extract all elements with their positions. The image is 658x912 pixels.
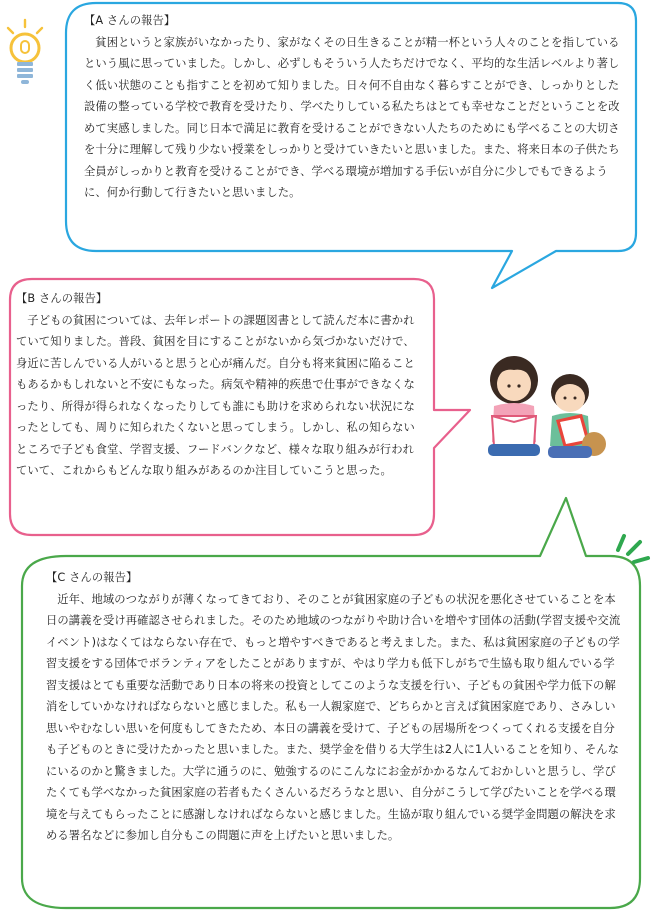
children-reading-illustration [478, 346, 610, 464]
report-b-body: 子どもの貧困については、去年レポートの課題図書として読んだ本に書かれていて知りました。普段、貧困を目にすることがないから気づかないだけで、身近に苦しんでいる人がいると思うと心が痛んだ。自分も将来貧困に陥ることもあるかもしれないと不安にもなった。病気や精神的疾患で仕事ができなくなったり、所得が得られなくなったりしても誰にも助けを求められない状況になったとしても、周りに知られたくないと思ってしまう。しかし、私の知らないところで子ども食堂、学習支援、フードバンクなど、様々な取り組みが行われていて、これからもどんな取り組みがあるのか注目していこうと思った。 [16, 313, 415, 477]
report-a [84, 10, 630, 204]
report-a-title: 【A さんの報告】 [84, 14, 176, 27]
report-c-body: 近年、地域のつながりが薄くなってきており、そのことが貧困家庭の子どもの状況を悪化させていることを本日の講義を受け再確認させられました。そのため地域のつながりや助け合いを増やす団体の活動(学習支援や交流イベント)はなくてはならない存在で、もっと増やすべきであると考えました。また、私は貧困家庭の子どもの学習支援をする団体でボランティアをしたことがありますが、やはり学力も低下しがちで生協も取り組んでいる学習支援はとても重要な活動であり日本の将来の投資としてこのような支援を行い、子どもの貧困や学力低下の解消をしていかなければならないと感じました。私も一人親家庭で、どちらかと言えば貧困家庭であり、さみしい思いやむなしい思いを何度もしてきたため、本日の講義を受けて、子どもの居場所をつくってくれる支援を自分も子どものときに受けたかったと思いました。また、奨学金を借りる大学生は2人に1人いることを知り、そんなにいるのかと驚きました。大学に通うのに、勉強するのにこんなにお金がかかるなんておかしいと思うし、学びたくても学べなかった貧困家庭の若者もたくさんいるだろうなと思い、自分がこうして学びたいことを学べる環境を与えてもらったことに感謝しなければならないと感じました。生協が取り組んでいる奨学金問題の解決を求める署名などに参加し自分もこの問題に声を上げたいと思いました。 [46, 592, 621, 842]
report-a-body: 貧困というと家族がいなかったり、家がなくその日生きることが精一杯という人々のことを指しているという風に思っていました。しかし、必ずしもそういう人たちだけでなく、平均的な生活レベルより著しく低い状態のことも指すことを初めて知りました。日々何不自由なく暮らすことができ、しっかりとした設備の整っている学校で教育を受けたり、学べたりしている私たちはとても幸せなことだということを改めて実感しました。同じ日本で満足に教育を受けることができない人たちのためにも学べることの大切さを十分に理解して残り少ない授業をしっかりと受けていきたいと思いました。また、将来日本の子供たち全員がしっかりと教育を受けることができ、学べる環境が増加する手伝いが自分に少しでもできるように、何か行動して行きたいと思いました。 [84, 35, 620, 199]
report-c-title: 【C さんの報告】 [46, 571, 138, 584]
report-b [16, 288, 418, 482]
report-c [46, 567, 624, 847]
report-b-title: 【B さんの報告】 [16, 292, 108, 305]
lightbulb-icon [2, 18, 48, 90]
boy-reading-figure [548, 374, 606, 458]
sparkle-accent-icon [610, 526, 656, 566]
girl-reading-figure [488, 356, 540, 456]
